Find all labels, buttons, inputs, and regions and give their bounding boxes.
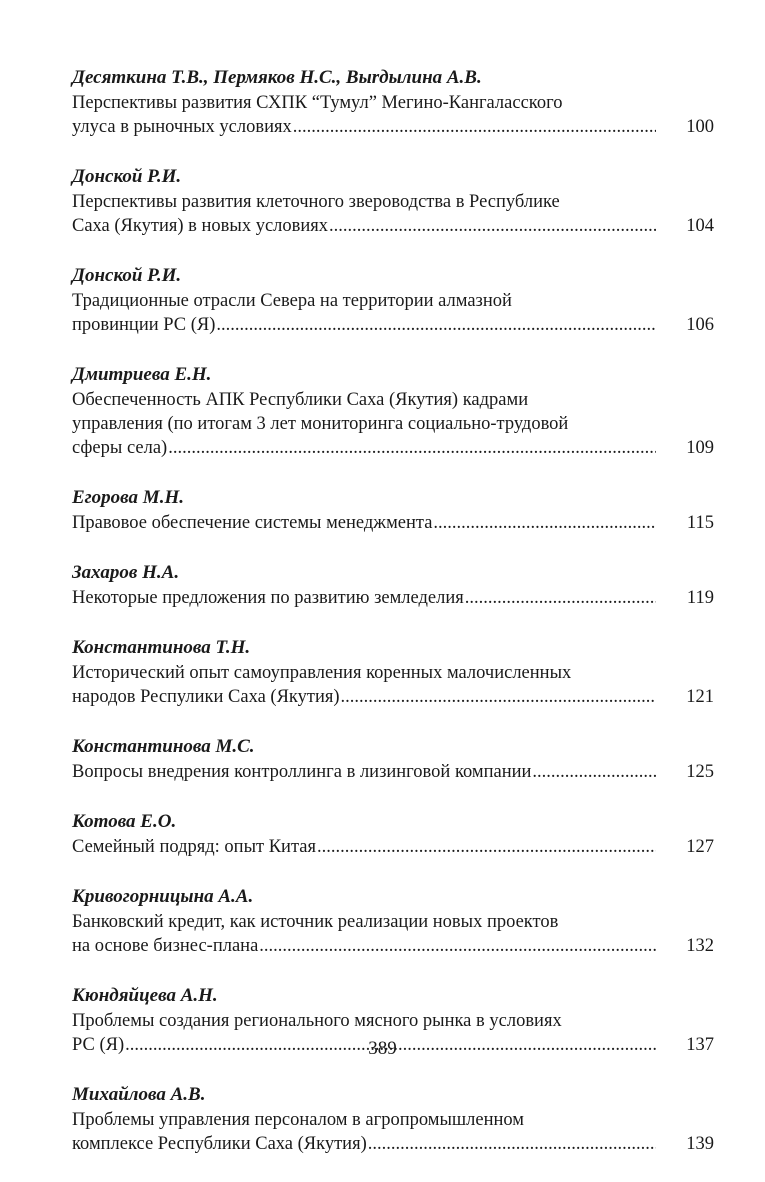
entry-title-line: Банковский кредит, как источник реализации новых проектов: [72, 912, 559, 932]
entry-title-last-line: [72, 1132, 714, 1156]
dot-leader: [465, 586, 656, 610]
dot-leader: [368, 1132, 656, 1156]
entry-page-number: 100: [686, 117, 714, 137]
entry-title-text: улуса в рыночных условиях: [72, 117, 292, 137]
toc-entry: [72, 810, 714, 859]
entry-page-number: 115: [686, 513, 714, 533]
toc-entry: [72, 486, 714, 535]
entry-title-line: Проблемы управления персоналом в агропромышленном: [72, 1110, 524, 1130]
dot-leader: [259, 934, 656, 958]
entry-title-text: Семейный подряд: опыт Китая: [72, 837, 316, 857]
toc-entry: [72, 561, 714, 610]
entry-title-text: Правовое обеспечение системы менеджмента: [72, 513, 433, 533]
entry-page-number: 119: [686, 588, 714, 608]
entry-author: Котова Е.О.: [72, 811, 177, 832]
table-of-contents: [72, 66, 714, 1182]
entry-title-last-line: [72, 934, 714, 958]
dot-leader: [317, 835, 656, 859]
entry-author: Кюндяйцева А.Н.: [72, 985, 218, 1006]
toc-entry: [72, 1083, 714, 1156]
entry-page-number: 137: [686, 1035, 714, 1055]
toc-entry: [72, 66, 714, 139]
entry-title-last-line: [72, 835, 714, 859]
entry-page-number: 106: [686, 315, 714, 335]
toc-entry: [72, 885, 714, 958]
entry-page-number: 127: [686, 837, 714, 857]
entry-title-text: на основе бизнес-плана: [72, 936, 259, 956]
entry-author: Константинова Т.Н.: [72, 637, 251, 658]
entry-title-line: Перспективы развития клеточного звероводства в Республике: [72, 192, 560, 212]
entry-title-text: Вопросы внедрения контроллинга в лизинговой компании: [72, 762, 532, 782]
entry-title-line: Перспективы развития СХПК “Тумул” Мегино-Кангаласского: [72, 93, 563, 113]
entry-title-last-line: [72, 586, 714, 610]
page-number: 389: [368, 1038, 397, 1059]
entry-title-text: комплексе Республики Саха (Якутия): [72, 1134, 367, 1154]
entry-author: Захаров Н.А.: [72, 562, 180, 583]
entry-page-number: 109: [686, 438, 714, 458]
entry-page-number: 132: [686, 936, 714, 956]
entry-author: Десяткина Т.В., Пермяков Н.С., Выrдылина А.В.: [72, 67, 482, 88]
dot-leader: [216, 313, 656, 337]
entry-author: Дмитриева Е.Н.: [72, 364, 212, 385]
entry-title-line: управления (по итогам 3 лет мониторинга социально-трудовой: [72, 414, 569, 434]
entry-author: Кривогорницына А.А.: [72, 886, 254, 907]
entry-title-text: Некоторые предложения по развитию земледелия: [72, 588, 464, 608]
entry-title-last-line: [72, 760, 714, 784]
entry-author: Константинова М.С.: [72, 736, 255, 757]
toc-entry: [72, 264, 714, 337]
entry-page-number: 125: [686, 762, 714, 782]
entry-title-last-line: [72, 115, 714, 139]
entry-author: Егорова М.Н.: [72, 487, 184, 508]
entry-title-last-line: [72, 313, 714, 337]
entry-title-line: Исторический опыт самоуправления коренных малочисленных: [72, 663, 572, 683]
entry-title-text: РС (Я): [72, 1035, 125, 1055]
entry-title-line: Проблемы создания регионального мясного рынка в условиях: [72, 1011, 562, 1031]
toc-entry: [72, 363, 714, 460]
entry-title-text: Саха (Якутия) в новых условиях: [72, 216, 329, 236]
entry-title-last-line: [72, 511, 714, 535]
entry-title-last-line: [72, 436, 714, 460]
entry-author: Донской Р.И.: [72, 265, 182, 286]
toc-entry: [72, 165, 714, 238]
entry-author: Донской Р.И.: [72, 166, 182, 187]
entry-page-number: 139: [686, 1134, 714, 1154]
dot-leader: [341, 685, 656, 709]
entry-title-line: Обеспеченность АПК Республики Саха (Якутия) кадрами: [72, 390, 529, 410]
toc-entry: [72, 735, 714, 784]
toc-entry: [72, 636, 714, 709]
dot-leader: [433, 511, 656, 535]
entry-title-line: Традиционные отрасли Севера на территории алмазной: [72, 291, 512, 311]
entry-title-text: провинции РС (Я): [72, 315, 216, 335]
dot-leader: [293, 115, 656, 139]
dot-leader: [532, 760, 656, 784]
dot-leader: [168, 436, 656, 460]
entry-page-number: 121: [686, 687, 714, 707]
entry-title-last-line: [72, 685, 714, 709]
entry-author: Михайлова А.В.: [72, 1084, 206, 1105]
dot-leader: [329, 214, 656, 238]
entry-title-text: народов Респулики Саха (Якутия): [72, 687, 340, 707]
entry-title-last-line: [72, 214, 714, 238]
entry-title-text: сферы села): [72, 438, 168, 458]
entry-page-number: 104: [686, 216, 714, 236]
